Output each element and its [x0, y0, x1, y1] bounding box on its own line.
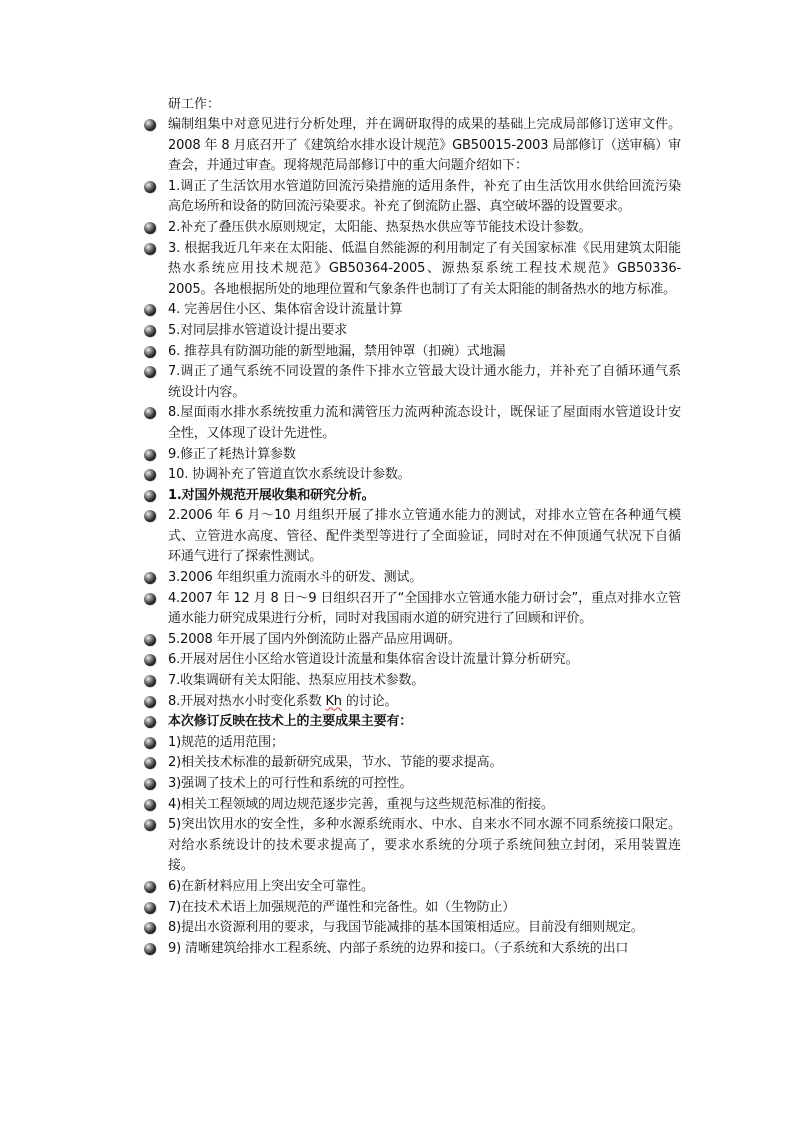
list-item [141, 403, 681, 444]
list-item-text: 1.对国外规范开展收集和研究分析。 [168, 487, 375, 503]
bullet-icon [144, 325, 156, 337]
list-item-text: 2)相关技术标准的最新研究成果，节水、节能的要求提高。 [168, 755, 503, 771]
list-item [141, 177, 681, 218]
list-item-text: 2.2006 年 6 月～10 月组织开展了排水立管通水能力的测试，对排水立管在各种通气模式、立管进水高度、管径、配件类型等进行了全面验证，同时对在不伸顶通气状况下自循环通气进行了探索性测试。 [168, 508, 681, 565]
list-item-text: 编制组集中对意见进行分析处理，并在调研取得的成果的基础上完成局部修订送审文件。2008 年 8 月底召开了《建筑给水排水设计规范》GB50015-2003 局部修订（送审稿）审查会，并通过审查。现将规范局部修订中的重大问题介绍如下： [168, 117, 681, 174]
list-item-text: 8.屋面雨水排水系统按重力流和满管压力流两种流态设计，既保证了屋面雨水管道设计安全性，又体现了设计先进性。 [168, 405, 681, 441]
bullet-icon [144, 407, 156, 419]
bullet-icon [144, 922, 156, 934]
bullet-icon [144, 757, 156, 769]
list-item [141, 486, 681, 507]
bullet-icon [144, 737, 156, 749]
bullet-icon [144, 696, 156, 708]
bullet-icon [144, 654, 156, 666]
bullet-icon [144, 593, 156, 605]
list-item-text: 9) 清晰建筑给排水工程系统、内部子系统的边界和接口。（子系统和大系统的出口 [168, 940, 629, 956]
bullet-icon [144, 778, 156, 790]
list-item [141, 815, 681, 877]
list-item [141, 630, 681, 651]
bullet-icon [144, 799, 156, 811]
list-item [141, 795, 681, 816]
list-item-text: 4)相关工程领域的周边规范逐步完善，重视与这些规范标准的衔接。 [168, 796, 554, 812]
list-item-text: 8)提出水资源利用的要求，与我国节能减排的基本国策相适应。目前没有细则规定。 [168, 920, 644, 936]
list-item [141, 898, 681, 919]
bullet-icon [144, 181, 156, 193]
list-item [141, 465, 681, 486]
list-item-text: 本次修订反映在技术上的主要成果主要有： [168, 714, 413, 730]
bullet-icon [144, 902, 156, 914]
list-item-text: 3)强调了技术上的可行性和系统的可控性。 [168, 776, 413, 791]
list-item [141, 568, 681, 589]
bullet-icon [144, 490, 156, 502]
list-item [141, 115, 681, 177]
bullet-icon [144, 304, 156, 316]
list-item-text: 6.开展对居住小区给水管道设计流量和集体宿舍设计流量计算分析研究。 [168, 652, 579, 668]
bullet-icon [144, 243, 156, 255]
bullet-icon [144, 881, 156, 893]
list-item [141, 445, 681, 466]
list-item [141, 589, 681, 630]
list-item [141, 918, 681, 939]
bullet-list [141, 115, 681, 959]
list-item-text: 7)在技术术语上加强规范的严谨性和完备性。如（生物防止） [168, 899, 516, 915]
bullet-icon [144, 819, 156, 831]
bullet-icon [144, 943, 156, 955]
list-item-text: 4.2007 年 12 月 8 日～9 日组织召开了“全国排水立管通水能力研讨会”，重点对排水立管通水能力研究成果进行分析，同时对我国雨水道的研究进行了回顾和评价。 [168, 590, 681, 627]
list-item [141, 753, 681, 774]
list-item [141, 712, 681, 733]
bullet-icon [144, 716, 156, 728]
bullet-icon [144, 119, 156, 131]
list-item [141, 671, 681, 692]
list-item [141, 506, 681, 568]
list-item-text: 8.开展对热水小时变化系数 [168, 693, 326, 709]
list-item [141, 362, 681, 403]
bullet-icon [144, 510, 156, 522]
bullet-icon [144, 469, 156, 481]
list-item-text: 9.修正了耗热计算参数 [168, 446, 296, 462]
bullet-icon [144, 675, 156, 687]
list-item-text: 的讨论。 [341, 693, 398, 709]
bullet-icon [144, 346, 156, 358]
list-item-text: 3.2006 年组织重力流雨水斗的研发、测试。 [168, 570, 423, 586]
intro-text: 研工作： [168, 97, 221, 112]
list-item [141, 321, 681, 342]
list-item [141, 650, 681, 671]
list-item-text: 4. 完善居住小区、集体宿舍设计流量计算 [168, 302, 403, 318]
list-item-text: 7.收集调研有关太阳能、热泵应用技术参数。 [168, 673, 425, 689]
list-item-text: 3. 根据我近几年来在太阳能、低温自然能源的利用制定了有关国家标准《民用建筑太阳能热水系统应用技术规范》GB50364-2005、源热泵系统工程技术规范》GB50336-2005。各地根据所处的地理位置和气象条件也制订了有关太阳能的制备热水的地方标准。 [168, 240, 681, 297]
list-item [141, 692, 681, 713]
bullet-icon [144, 572, 156, 584]
list-item-text: 5.对同层排水管道设计提出要求 [168, 322, 348, 338]
list-item [141, 342, 681, 363]
list-item-text: 10. 协调补充了管道直饮水系统设计参数。 [168, 467, 411, 483]
bullet-icon [144, 366, 156, 378]
list-item [141, 939, 681, 960]
list-item-text: 2.补充了叠压供水原则规定，太阳能、热泵热水供应等节能技术设计参数。 [168, 219, 592, 235]
list-item-text: 1.调正了生活饮用水管道防回流污染措施的适用条件，补充了由生活饮用水供给回流污染高危场所和设备的防回流污染要求。补充了倒流防止器、真空破坏器的设置要求。 [168, 178, 681, 215]
bullet-icon [144, 634, 156, 646]
list-item-text: 6. 推荐具有防涸功能的新型地漏，禁用钟罩（扣碗）式地漏 [168, 343, 506, 359]
spellcheck-marked-word: Kh [325, 693, 342, 709]
list-item [141, 218, 681, 239]
list-item-text: 5.2008 年开展了国内外倒流防止器产品应用调研。 [168, 631, 461, 647]
bullet-icon [144, 222, 156, 234]
list-item-text: 1)规范的适用范围； [168, 734, 284, 750]
list-item [141, 239, 681, 301]
bullet-icon [144, 449, 156, 461]
list-item-text: 6)在新材料应用上突出安全可靠性。 [168, 878, 374, 894]
list-item [141, 774, 681, 795]
list-item [141, 733, 681, 754]
list-item [141, 877, 681, 898]
list-item-text: 5)突出饮用水的安全性，多种水源系统雨水、中水、自来水不同水源不同系统接口限定。对给水系统设计的技术要求提高了，要求水系统的分项子系统间独立封闭，采用装置连接。 [168, 817, 681, 874]
list-item-text: 7.调正了通气系统不同设置的条件下排水立管最大设计通水能力，并补充了自循环通气系统设计内容。 [168, 364, 681, 400]
list-item [141, 300, 681, 321]
